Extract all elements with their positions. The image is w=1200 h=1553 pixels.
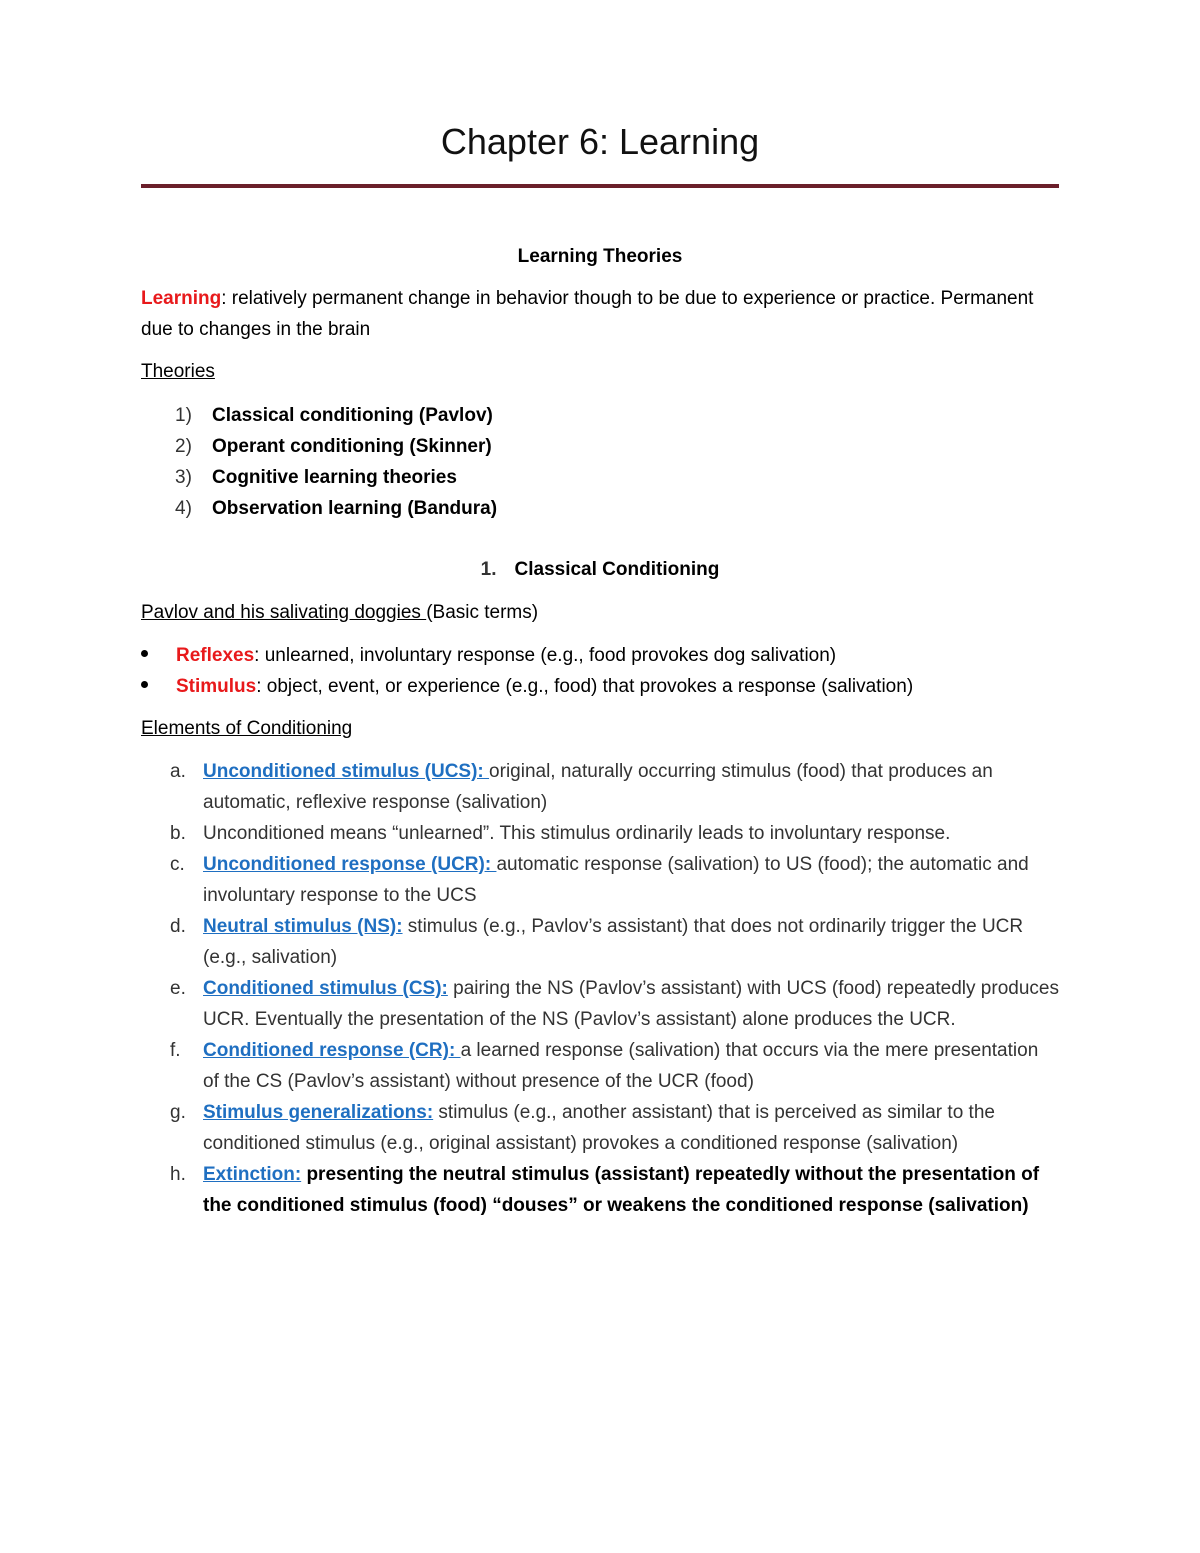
basic-terms-list <box>141 640 1059 702</box>
list-item: Stimulus: object, event, or experience (e.g., food) that provokes a response (salivation) <box>141 671 1059 702</box>
classical-heading: 1. Classical Conditioning <box>480 559 720 580</box>
pavlov-subheading: Pavlov and his salivating doggies (Basic terms) <box>141 602 539 623</box>
list-item: 3) Cognitive learning theories <box>175 467 457 488</box>
elements-list <box>141 756 1059 1221</box>
list-item: c. Unconditioned response (UCR): automatic response (salivation) to US (food); the automatic and involuntary response to the UCS <box>170 854 1029 906</box>
list-item: Reflexes: unlearned, involuntary response (e.g., food provokes dog salivation) <box>141 640 1059 671</box>
list-item: e. Conditioned stimulus (CS): pairing the NS (Pavlov’s assistant) with UCS (food) repeatedly produces UCR. Eventually the presentation of the NS (Pavlov’s assistant) alone produces the UCR. <box>170 978 1059 1030</box>
list-item: f. Conditioned response (CR): a learned response (salivation) that occurs via the mere presentation of the CS (Pavlov’s assistant) without presence of the UCR (food) <box>170 1040 1039 1092</box>
list-item: h. Extinction: presenting the neutral stimulus (assistant) repeatedly without the presentation of the conditioned stimulus (food) “douses” or weakens the conditioned response (salivation) <box>170 1164 1040 1216</box>
list-item: a. Unconditioned stimulus (UCS): original, naturally occurring stimulus (food) that produces an automatic, reflexive response (salivation) <box>170 761 993 813</box>
title-divider <box>141 184 1059 188</box>
list-item: 4) Observation learning (Bandura) <box>175 498 498 519</box>
list-item: b. Unconditioned means “unlearned”. This stimulus ordinarily leads to involuntary response. <box>170 823 951 844</box>
elements-heading: Elements of Conditioning <box>141 718 353 739</box>
list-item: 1) Classical conditioning (Pavlov) <box>175 405 493 426</box>
section-heading: Learning Theories <box>517 246 683 267</box>
theories-list <box>141 400 1059 524</box>
bullet-icon <box>141 671 148 702</box>
list-item: 2) Operant conditioning (Skinner) <box>175 436 492 457</box>
list-item: g. Stimulus generalizations: stimulus (e.g., another assistant) that is perceived as similar to the conditioned stimulus (e.g., original assistant) provokes a conditioned response (salivation) <box>170 1102 995 1154</box>
bullet-icon <box>141 640 148 671</box>
page-title: Chapter 6: Learning <box>440 121 760 162</box>
learning-definition <box>141 283 1059 345</box>
theories-heading: Theories <box>141 361 215 382</box>
list-item: d. Neutral stimulus (NS): stimulus (e.g., Pavlov’s assistant) that does not ordinarily trigger the UCR (e.g., salivation) <box>170 916 1024 968</box>
definition-text: : relatively permanent change in behavior though to be due to experience or practice. Permanent due to changes in the brain <box>141 288 1034 340</box>
definition-term: Learning <box>141 288 222 309</box>
